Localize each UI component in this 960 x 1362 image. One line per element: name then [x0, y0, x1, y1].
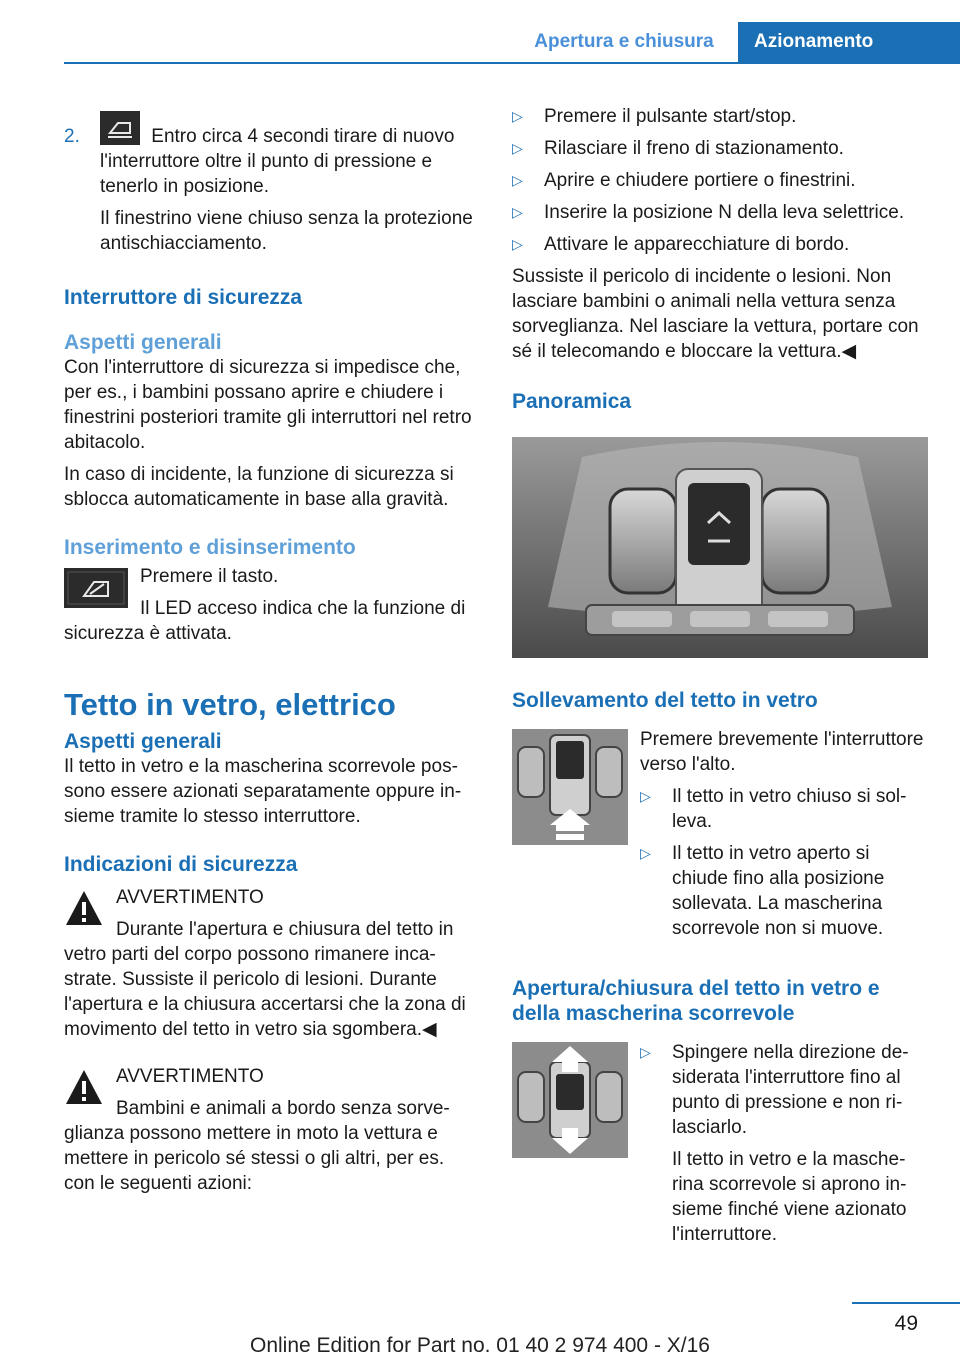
raise-text: Premere brevemente l'interruttore verso l'alto.: [640, 729, 924, 775]
overview-heading: Panoramica: [512, 390, 632, 413]
right-column-lower: [512, 688, 924, 713]
step-2: [64, 124, 478, 256]
triangle-bullet-icon: ▷: [640, 1044, 651, 1060]
list-item: ▷ Attivare le apparecchiature di bordo.: [512, 234, 850, 255]
warning-2-label: AVVERTIMENTO: [116, 1066, 264, 1087]
window-switch-icon: [100, 111, 140, 145]
open-note: Il tetto in vetro e la mascherina scorrevole si aprono insieme finché viene azionato l'interruttore.: [672, 1149, 907, 1245]
warning-triangle-icon: [64, 889, 104, 934]
onoff-heading: Inserimento e disinserimento: [64, 536, 356, 559]
edition-footer: Online Edition for Part no. 01 40 2 974 400 - X/16: [250, 1334, 710, 1357]
onoff-line-1: Premere il tasto.: [140, 566, 279, 587]
warning-1-text: Durante l'apertura e chiusura del tetto in vetro parti del corpo possono rimanere incastrate. Sussiste il pericolo di lesioni. Durante l'apertura e la chiusura accertarsi che la zona di movimento del tetto in vetro sia sgombera.◀: [64, 919, 466, 1040]
list-item: ▷ Il tetto in vetro aperto si chiude fino alla posizione sollevata. La mascherina scorrevole non si muove.: [640, 843, 885, 939]
triangle-bullet-icon: ▷: [512, 140, 523, 156]
raise-text-block: [640, 727, 924, 948]
list-item: ▷ Premere il pulsante start/stop.: [512, 106, 797, 127]
triangle-bullet-icon: ▷: [512, 172, 523, 188]
raise-figure: [512, 729, 628, 845]
overview-figure: [512, 437, 928, 658]
triangle-bullet-icon: ▷: [640, 845, 651, 861]
triangle-bullet-icon: ▷: [512, 236, 523, 252]
warning-1-label: AVVERTIMENTO: [116, 887, 264, 908]
general-heading: Aspetti generali: [64, 331, 222, 354]
open-heading-block: [512, 976, 924, 1026]
list-item: ▷ Rilasciare il freno di stazionamento.: [512, 138, 844, 159]
warning-triangle-icon: [64, 1068, 104, 1113]
list-item: ▷ Inserire la posizione N della leva selettrice.: [512, 202, 905, 223]
triangle-bullet-icon: ▷: [640, 788, 651, 804]
roof-general-paragraph: Il tetto in vetro e la mascherina scorrevole possono essere azionati separatamente oppure insieme tramite lo stesso interruttore.: [64, 756, 462, 827]
open-heading: Apertura/chiusura del tetto in vetro e della mascherina scorrevole: [512, 977, 880, 1025]
header-rule: [64, 62, 960, 64]
list-item: ▷ Aprire e chiudere portiere o finestrini.: [512, 170, 856, 191]
roof-heading: Tetto in vetro, elettrico: [64, 687, 396, 722]
step-2-text: Entro circa 4 secondi tirare di nuovo l'interruttore oltre il punto di pressione e tenerlo in posizione.: [100, 126, 455, 197]
open-text-block: [640, 1040, 924, 1254]
step-2-note: Il finestrino viene chiuso senza la protezione antischiacciamento.: [100, 208, 473, 254]
warning-2-text: Bambini e animali a bordo senza sorveglianza possono mettere in moto la vettura e mettere in pericolo sé stessi o gli altri, per es. con le seguenti azioni:: [64, 1098, 450, 1194]
onoff-line-2: Il LED acceso indica che la funzione di sicurezza è attivata.: [64, 598, 466, 644]
roof-general-heading: Aspetti generali: [64, 730, 222, 753]
safety-notes-heading: Indicazioni di sicurezza: [64, 853, 298, 876]
list-item: ▷ Il tetto in vetro chiuso si solleva.: [640, 786, 907, 832]
header-chapter-tab: Azionamento: [738, 22, 960, 62]
triangle-bullet-icon: ▷: [512, 108, 523, 124]
child-lock-button-icon: [64, 568, 128, 608]
safety-switch-heading: Interruttore di sicurezza: [64, 286, 303, 309]
warning-2: [64, 1064, 478, 1196]
open-figure: [512, 1042, 628, 1158]
list-item: ▷ Spingere nella direzione desiderata l'interruttore fino al punto di pressione e non rilasciarlo.: [640, 1042, 909, 1138]
onoff-block: [64, 564, 478, 646]
footer-rule: [852, 1302, 960, 1304]
general-paragraph-1: Con l'interruttore di sicurezza si impedisce che, per es., i bambini possano aprire e chiudere i finestrini posteriori tramite gli interruttori nel retro abitacolo.: [64, 357, 472, 453]
danger-paragraph: Sussiste il pericolo di incidente o lesioni. Non lasciare bambini o animali nella vettura senza sorveglianza. Nel lasciare la vettura, portare con sé il telecomando e bloccare la vettura.◀: [512, 266, 919, 362]
raise-heading: Sollevamento del tetto in vetro: [512, 689, 818, 712]
left-column: [64, 124, 478, 1196]
step-number: 2.: [64, 126, 80, 147]
page-number: 49: [894, 1312, 918, 1335]
right-column: [512, 104, 924, 414]
header-section-title: Apertura e chiusura: [534, 31, 714, 52]
triangle-bullet-icon: ▷: [512, 204, 523, 220]
general-paragraph-2: In caso di incidente, la funzione di sicurezza si sblocca automaticamente in base alla gravità.: [64, 464, 454, 510]
warning-1: [64, 885, 478, 1042]
